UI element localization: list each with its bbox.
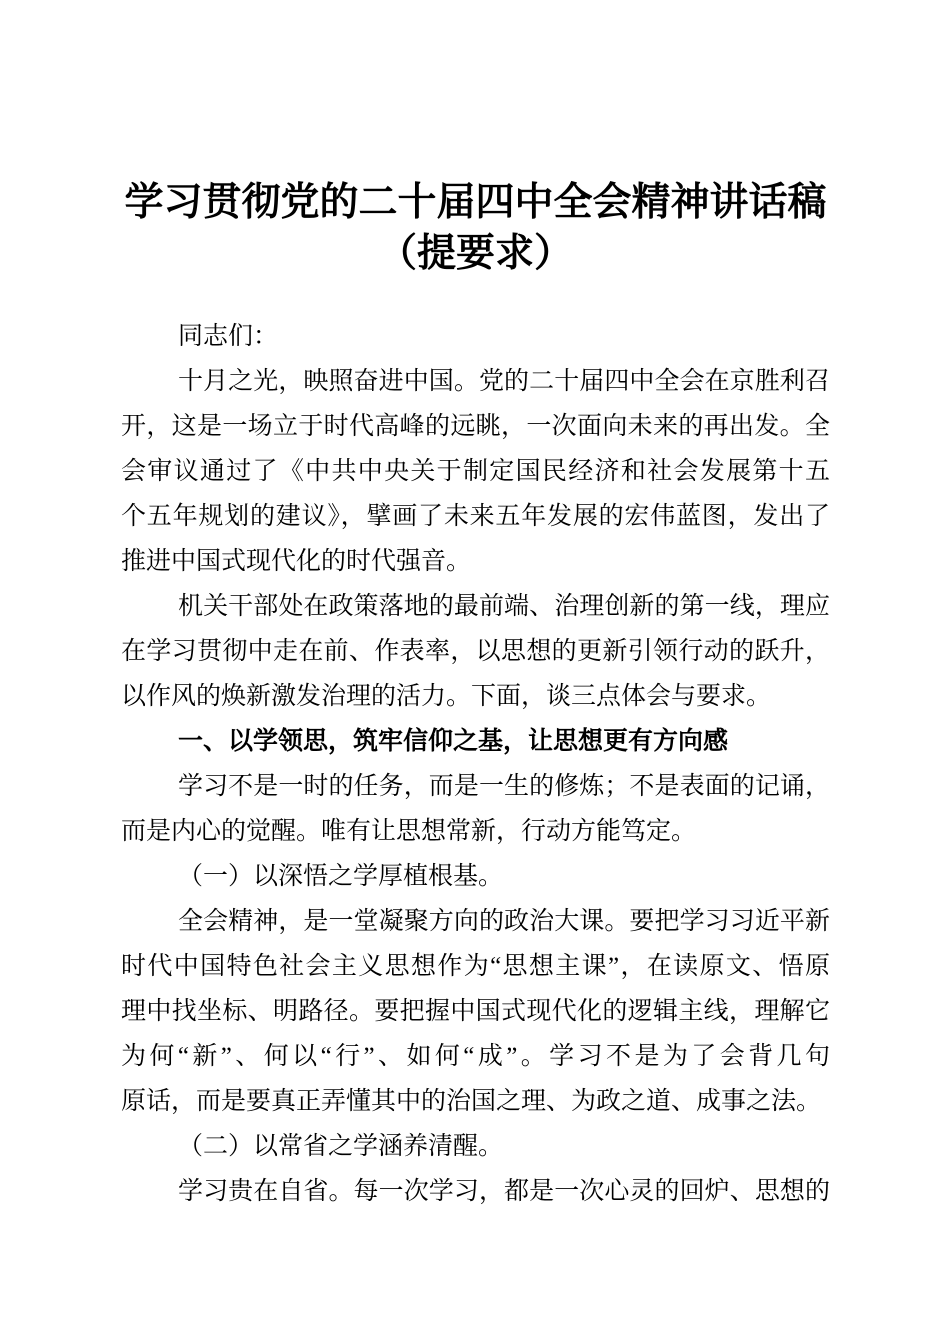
document-title (121, 177, 830, 279)
body-text-line: 同志们： (178, 323, 279, 350)
body-text-line: 个五年规划的建议》，擘画了未来五年发展的宏伟蓝图，发出了 (121, 503, 830, 530)
body-text-line: 学习贵在自省。每一次学习，都是一次心灵的回炉、思想的 (178, 1178, 830, 1205)
body-text-line: 开，这是一场立于时代高峰的远眺，一次面向未来的再出发。全 (121, 413, 830, 440)
body-text-line: （一）以深悟之学厚植根基。 (178, 863, 504, 890)
body-text-line: 推进中国式现代化的时代强音。 (121, 548, 472, 575)
body-text-line: 而是内心的觉醒。唯有让思想常新，行动方能笃定。 (121, 818, 697, 845)
body-text-line: 全会精神，是一堂凝聚方向的政治大课。要把学习习近平新 (178, 908, 830, 935)
body-text-line: 十月之光，映照奋进中国。党的二十届四中全会在京胜利召 (178, 368, 830, 395)
body-text-line: 以作风的焕新激发治理的活力。下面，谈三点体会与要求。 (121, 683, 772, 710)
body-text-line: 原话，而是要真正弄懂其中的治国之理、为政之道、成事之法。 (121, 1088, 822, 1115)
body-text-line: 理中找坐标、明路径。要把握中国式现代化的逻辑主线，理解它 (121, 998, 830, 1025)
section-heading-line: 一、以学领思，筑牢信仰之基，让思想更有方向感 (178, 728, 729, 755)
body-text-line: （二）以常省之学涵养清醒。 (178, 1133, 504, 1160)
body-text-line: 学习不是一时的任务，而是一生的修炼；不是表面的记诵， (178, 773, 830, 800)
body-text-line: 时代中国特色社会主义思想作为“思想主课”，在读原文、悟原 (121, 953, 830, 980)
document-title-line-2: （提要求） (377, 232, 573, 275)
body-text-line: 机关干部处在政策落地的最前端、治理创新的第一线，理应 (178, 593, 830, 620)
body-text-line: 为何“新”、何以“行”、如何“成”。学习不是为了会背几句 (121, 1043, 830, 1070)
document-body (121, 314, 830, 1214)
body-text-line: 在学习贯彻中走在前、作表率，以思想的更新引领行动的跃升， (121, 638, 830, 665)
document-title-line-1: 学习贯彻党的二十届四中全会精神讲话稿 (124, 181, 827, 224)
body-text-line: 会审议通过了《中共中央关于制定国民经济和社会发展第十五 (121, 458, 830, 485)
